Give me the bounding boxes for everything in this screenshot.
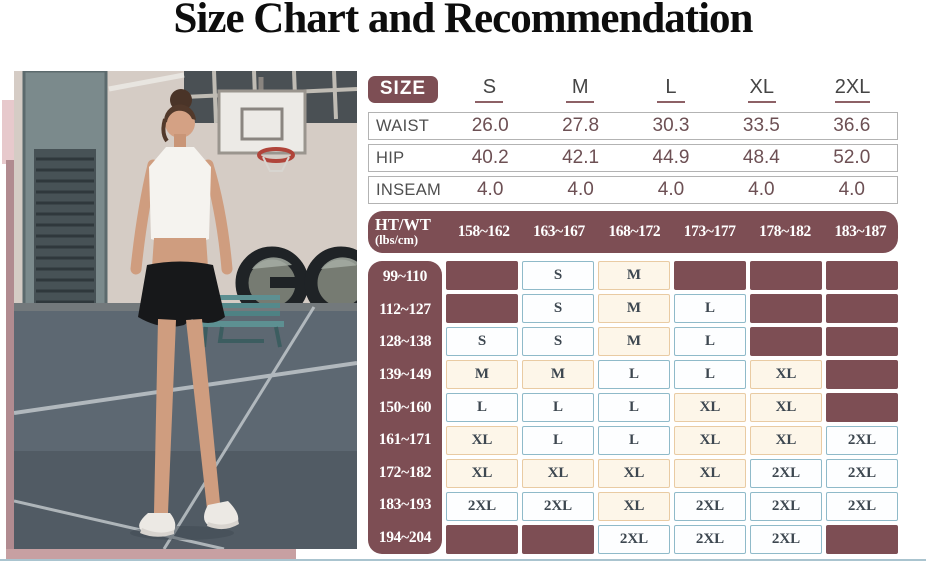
size-cell: XL — [598, 492, 670, 521]
size-column-label: S — [475, 76, 503, 103]
size-cell-grid — [446, 261, 898, 554]
size-cell: M — [598, 294, 670, 323]
page-title: Size Chart and Recommendation — [173, 0, 753, 42]
size-cell: L — [522, 393, 594, 422]
empty-cell — [826, 525, 898, 554]
measurement-row — [368, 112, 898, 140]
size-cell: XL — [446, 459, 518, 488]
size-cell: XL — [598, 459, 670, 488]
size-cell: M — [598, 327, 670, 356]
measurement-rows — [368, 112, 898, 204]
bottom-divider-line — [0, 559, 926, 561]
empty-cell — [446, 525, 518, 554]
size-cell: 2XL — [750, 492, 822, 521]
size-cell: L — [674, 294, 746, 323]
size-column-label: M — [566, 76, 594, 103]
measurement-value: 30.3 — [652, 115, 690, 136]
size-column-header — [807, 76, 898, 103]
size-column-label: XL — [748, 76, 776, 103]
weight-range-label: 139~149 — [378, 365, 432, 383]
size-cell: 2XL — [826, 459, 898, 488]
measurement-value: 40.2 — [471, 147, 509, 168]
height-range-header: 158~162 — [457, 223, 510, 240]
empty-cell — [674, 261, 746, 290]
measurement-value: 52.0 — [833, 147, 871, 168]
measurement-value: 44.9 — [652, 147, 690, 168]
empty-cell — [750, 294, 822, 323]
size-table-header-row — [368, 74, 898, 104]
size-cell: M — [522, 360, 594, 389]
measurement-value: 4.0 — [567, 179, 594, 200]
size-cell: L — [522, 426, 594, 455]
weight-label-column — [368, 261, 442, 554]
size-cell: M — [598, 261, 670, 290]
size-cell: XL — [674, 393, 746, 422]
empty-cell — [750, 261, 822, 290]
size-cell: L — [598, 360, 670, 389]
measurement-value: 42.1 — [562, 147, 600, 168]
height-range-header: 178~182 — [759, 223, 811, 240]
size-cell: 2XL — [598, 525, 670, 554]
size-cell: S — [522, 294, 594, 323]
model-photo-illustration — [14, 71, 357, 549]
size-cell: L — [674, 327, 746, 356]
size-cell: L — [598, 426, 670, 455]
weight-range-label: 112~127 — [379, 300, 431, 318]
size-cell: 2XL — [750, 525, 822, 554]
pink-accent-bottom-strip — [6, 549, 296, 559]
size-cell: XL — [750, 426, 822, 455]
measurement-value: 33.5 — [742, 115, 780, 136]
size-cell: 2XL — [826, 426, 898, 455]
measurement-value: 48.4 — [742, 147, 780, 168]
size-cell: L — [598, 393, 670, 422]
size-cell: 2XL — [826, 492, 898, 521]
height-range-header: 163~167 — [533, 223, 585, 240]
size-column-label: 2XL — [835, 76, 871, 103]
weight-range-label: 183~193 — [378, 496, 432, 514]
recommendation-matrix — [368, 261, 898, 554]
measurement-value: 4.0 — [657, 179, 685, 200]
size-cell: XL — [522, 459, 594, 488]
size-cell: XL — [446, 426, 518, 455]
model-photo — [14, 71, 357, 549]
height-range-header: 168~172 — [608, 223, 661, 240]
weight-range-label: 150~160 — [378, 398, 432, 416]
empty-cell — [826, 327, 898, 356]
empty-cell — [446, 261, 518, 290]
empty-cell — [826, 393, 898, 422]
size-cell: 2XL — [674, 525, 746, 554]
size-column-header — [535, 76, 626, 103]
size-cell: M — [446, 360, 518, 389]
measurement-label: INSEAM — [376, 180, 442, 199]
size-cell: S — [522, 327, 594, 356]
measurement-label: HIP — [376, 148, 405, 167]
size-cell: 2XL — [750, 459, 822, 488]
size-cell: XL — [674, 459, 746, 488]
measurement-value: 4.0 — [476, 179, 504, 200]
measurement-value: 27.8 — [562, 115, 600, 136]
empty-cell — [826, 261, 898, 290]
size-column-header — [444, 76, 535, 103]
height-range-header: 173~177 — [683, 223, 736, 240]
empty-cell — [750, 327, 822, 356]
empty-cell — [826, 360, 898, 389]
size-chart-panel — [368, 74, 898, 554]
size-cell: S — [446, 327, 518, 356]
empty-cell — [446, 294, 518, 323]
measurement-label: WAIST — [376, 116, 430, 135]
measurement-value: 4.0 — [838, 179, 865, 200]
height-weight-header-row — [368, 211, 898, 253]
size-column-header — [626, 76, 717, 103]
htwt-corner-label: HT/WT (lbs/cm) — [375, 215, 431, 248]
size-cell: L — [446, 393, 518, 422]
empty-cell — [522, 525, 594, 554]
weight-range-label: 194~204 — [378, 528, 432, 546]
size-column-label: L — [657, 76, 685, 103]
measurement-row — [368, 144, 898, 172]
measurement-value: 36.6 — [833, 115, 871, 136]
size-column-header — [716, 76, 807, 103]
size-cell: 2XL — [446, 492, 518, 521]
size-cell: XL — [750, 360, 822, 389]
size-cell: XL — [674, 426, 746, 455]
size-corner-badge: SIZE — [368, 76, 438, 103]
empty-cell — [826, 294, 898, 323]
weight-range-label: 172~182 — [378, 463, 432, 481]
size-cell: XL — [750, 393, 822, 422]
weight-range-label: 99~110 — [382, 268, 428, 286]
measurement-value: 4.0 — [748, 179, 775, 200]
measurement-row — [368, 176, 898, 204]
size-cell: S — [522, 261, 594, 290]
measurement-value: 26.0 — [471, 115, 509, 136]
size-cell: 2XL — [522, 492, 594, 521]
size-cell: L — [674, 360, 746, 389]
weight-range-label: 161~171 — [378, 431, 432, 449]
height-range-header: 183~187 — [834, 223, 887, 240]
weight-range-label: 128~138 — [378, 333, 432, 351]
size-cell: 2XL — [674, 492, 746, 521]
